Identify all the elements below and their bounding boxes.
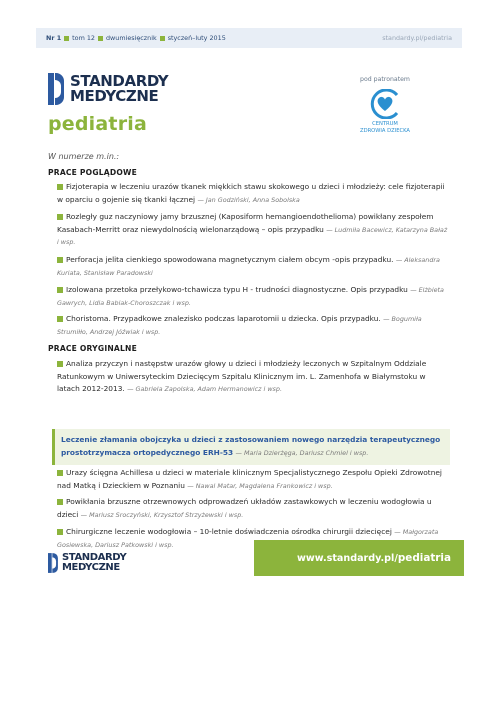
bullet-square-icon bbox=[57, 287, 63, 293]
logo-mark-icon bbox=[48, 73, 64, 105]
footer-url-banner[interactable] bbox=[254, 540, 464, 576]
issue-bar bbox=[36, 28, 462, 48]
logo-mark-icon bbox=[48, 553, 54, 573]
section-title-original: PRACE ORYGINALNE bbox=[48, 344, 137, 353]
bullet-square-icon bbox=[57, 316, 63, 322]
list-item: Chirurgiczne leczenie wodogłowia – 10-letnie doświadczenia ośrodka chirurgii dziecięcej — Małgorzata Gosiewska, Dariusz Patkowski i wsp. bbox=[57, 527, 439, 549]
list-item: Rozległy guz naczyniowy jamy brzusznej (Kaposiform hemangioendothelioma) powikłany zespołem Kasabach-Merritt oraz niewydolnością wielonarządową – opis przypadku — Ludmiła Bacewicz, Katarzyna Bałaż i wsp. bbox=[57, 212, 448, 247]
separator-square-icon bbox=[64, 36, 69, 41]
list-item: Fizjoterapia w leczeniu urazów tkanek miękkich stawu skokowego u dzieci i młodzieży: cele fizjoterapii w oparciu o gojenie się tkanki łącznej — Jan Godziński, Anna Sobolska bbox=[57, 182, 445, 204]
list-item: Analiza przyczyn i następstw urazów głowy u dzieci i młodzieży leczonych w Szpitalnym Oddziale Ratunkowym w Uniwersyteckim Dziecięcym Szpitalu Klinicznym im. L. Zamenhofa w Białymstoku w latach 2012-2013. — Gabriela Zapolska, Adam Hermanowicz i wsp. bbox=[57, 359, 427, 394]
issue-number: Nr 1 bbox=[46, 34, 62, 42]
highlight-item: Leczenie złamania obojczyka u dzieci z zastosowaniem nowego narzędzia terapeutycznego prostotrzymacza ortopedycznego ERH-53 — Maria Dzierżęga, Dariusz Chmiel i wsp. bbox=[61, 435, 441, 457]
separator-square-icon bbox=[98, 36, 103, 41]
patron-name: CENTRUM ZDROWIA DZIECKA bbox=[360, 121, 410, 134]
issue-date: styczeń–luty 2015 bbox=[167, 34, 226, 42]
footer-url-suffix[interactable]: pediatria bbox=[397, 552, 451, 564]
header-url[interactable]: standardy.pl/pediatria bbox=[382, 34, 452, 42]
list-item: Urazy ścięgna Achillesa u dzieci w materiale klinicznym Specjalistycznego Zespołu Opieki Zdrowotnej nad Matką i Dzieckiem w Poznaniu — Nawal Matar, Magdalena Frankowicz i wsp. bbox=[57, 468, 442, 490]
volume: tom 12 bbox=[72, 34, 95, 42]
list-item: Powikłania brzuszne otrzewnowych odprowadzeń układów zastawkowych w leczeniu wodogłowia u dzieci — Mariusz Sroczyński, Krzysztof Strzyżewski i wsp. bbox=[57, 497, 432, 519]
patronage-block bbox=[356, 76, 414, 135]
frequency: dwumiesięcznik bbox=[105, 34, 157, 42]
bullet-square-icon bbox=[57, 257, 63, 263]
highlighted-article bbox=[52, 429, 450, 465]
issue-info bbox=[46, 34, 226, 42]
intro-text: W numerze m.in.: bbox=[48, 152, 120, 161]
logo-text: STANDARDY MEDYCZNE bbox=[70, 72, 169, 105]
bullet-square-icon bbox=[57, 529, 63, 535]
bullet-square-icon bbox=[57, 499, 63, 505]
separator-square-icon bbox=[160, 36, 165, 41]
czd-heart-emblem-icon bbox=[367, 89, 403, 119]
patronage-label: pod patronatem bbox=[360, 76, 410, 83]
bullet-square-icon bbox=[57, 184, 63, 190]
list-item: Perforacja jelita cienkiego spowodowana magnetycznym ciałem obcym -opis przypadku. — Aleksandra Kuriata, Stanisław Paradowski bbox=[57, 255, 440, 277]
bullet-square-icon bbox=[57, 470, 63, 476]
footer-logo-text: STANDARDY MEDYCZNE bbox=[62, 552, 127, 573]
footer-logo bbox=[48, 547, 126, 579]
list-item: Izolowana przetoka przełykowo-tchawicza typu H - trudności diagnostyczne. Opis przypadku — Elżbieta Gawrych, Lidia Babiak-Choroszczak i wsp. bbox=[57, 285, 444, 307]
list-item: Choristoma. Przypadkowe znalezisko podczas laparotomii u dziecka. Opis przypadku. — Bogumiła Strumiłło, Andrzej Jóźwiak i wsp. bbox=[57, 314, 422, 336]
journal-title: pediatria bbox=[48, 113, 148, 135]
footer-url[interactable]: www.standardy.pl/ bbox=[296, 552, 398, 564]
standardy-medyczne-logo bbox=[48, 73, 168, 105]
bullet-square-icon bbox=[57, 214, 63, 220]
bullet-square-icon bbox=[57, 361, 63, 367]
section-title-review: PRACE POGLĄDOWE bbox=[48, 168, 137, 177]
